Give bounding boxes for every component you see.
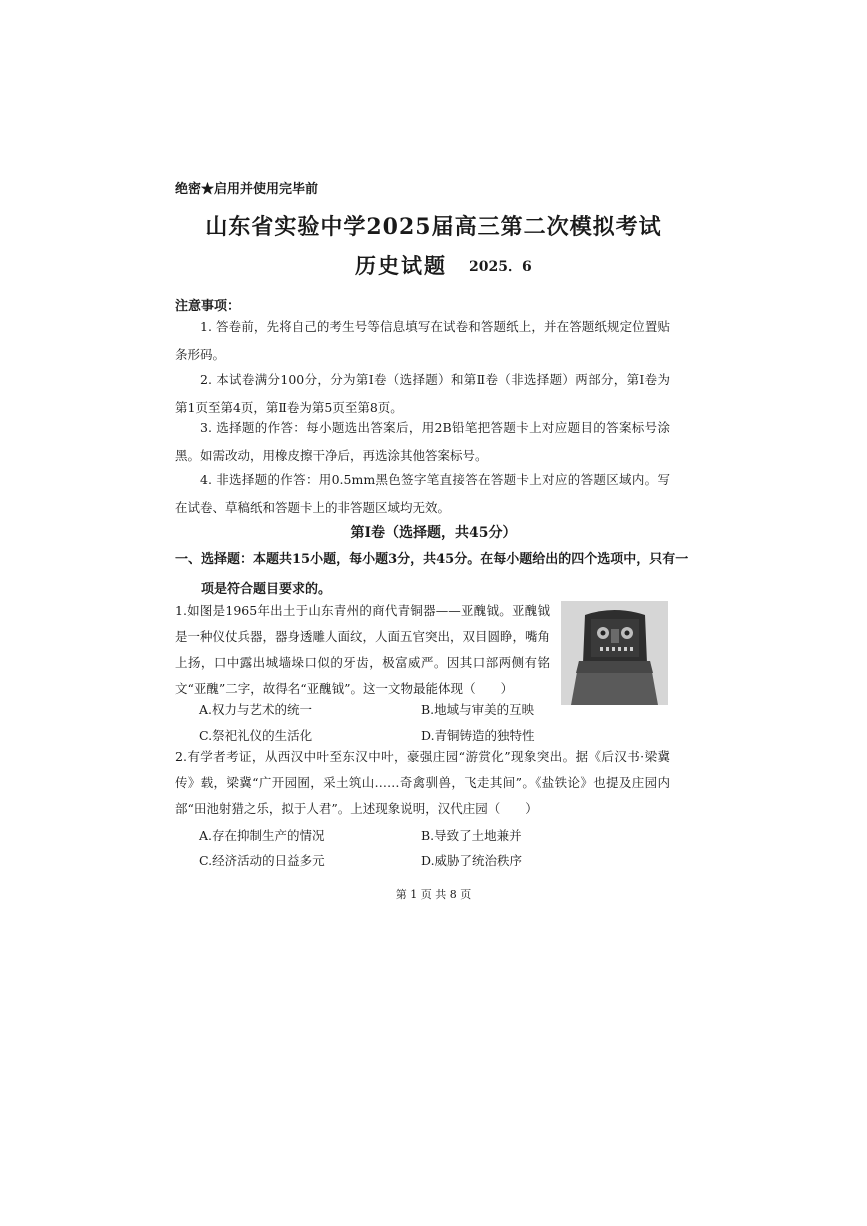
subtitle-row: [355, 250, 532, 280]
part-heading: 一、选择题：本题共15小题，每小题3分，共45分。在每小题给出的四个选项中，只有一项是符合题目要求的。: [175, 552, 689, 597]
question-1-option-c: C.祭祀礼仪的生活化: [199, 728, 313, 743]
notice-item-3: 3. 选择题的作答：每小题选出答案后，用2B铅笔把答题卡上对应题目的答案标号涂黑。如需改动，用橡皮擦干净后，再选涂其他答案标号。: [175, 420, 670, 463]
question-2-option-b: B.导致了土地兼并: [421, 828, 522, 843]
notice-heading: 注意事项：: [175, 299, 241, 314]
subject-title: 历史试题: [355, 253, 447, 278]
question-2-stem: 2.有学者考证，从西汉中叶至东汉中叶，豪强庄园“游赏化”现象突出。据《后汉书·梁冀传》载，梁冀“广开园囿，采土筑山……奇禽驯兽，飞走其间”。《盐铁论》也提及庄园内部“田池射猎之乐，拟于人君”。上述现象说明，汉代庄园（ ）: [175, 749, 670, 816]
notice-item-1: 1. 答卷前，先将自己的考生号等信息填写在试卷和答题纸上，并在答题纸规定位置贴条形码。: [175, 319, 670, 362]
bronze-yue-illustration: [561, 601, 668, 705]
bronze-yue-image: [561, 601, 668, 705]
exam-title: 山东省实验中学2025届高三第二次模拟考试: [205, 214, 662, 240]
exam-date: 2025．6: [469, 259, 532, 275]
notice-item-2: 2. 本试卷满分100分，分为第Ⅰ卷（选择题）和第Ⅱ卷（非选择题）两部分，第Ⅰ卷为第1页至第4页，第Ⅱ卷为第5页至第8页。: [175, 372, 670, 415]
question-1-option-b: B.地域与审美的互映: [421, 702, 535, 717]
page-footer: 第 1 页 共 8 页: [395, 888, 472, 901]
question-1-option-d: D.青铜铸造的独特性: [421, 728, 535, 743]
section-heading: 第Ⅰ卷（选择题，共45分）: [350, 525, 517, 541]
question-2-option-c: C.经济活动的日益多元: [199, 853, 325, 868]
question-2-option-d: D.威胁了统治秩序: [421, 853, 523, 868]
question-1-option-a: A.权力与艺术的统一: [199, 702, 313, 717]
question-1-stem: 1.如图是1965年出土于山东青州的商代青铜器——亚醜钺。亚醜钺是一种仪仗兵器，器身透雕人面纹，人面五官突出，双目圆睁，嘴角上扬，口中露出城墙垛口似的牙齿，极富威严。因其口部两侧有铭文“亚醜”二字，故得名“亚醜钺”。这一文物最能体现（ ）: [175, 603, 551, 696]
secret-label: 绝密★启用并使用完毕前: [175, 182, 319, 197]
notice-item-4: 4. 非选择题的作答：用0.5mm黑色签字笔直接答在答题卡上对应的答题区域内。写在试卷、草稿纸和答题卡上的非答题区域均无效。: [175, 472, 670, 515]
question-2-option-a: A.存在抑制生产的情况: [199, 828, 325, 843]
